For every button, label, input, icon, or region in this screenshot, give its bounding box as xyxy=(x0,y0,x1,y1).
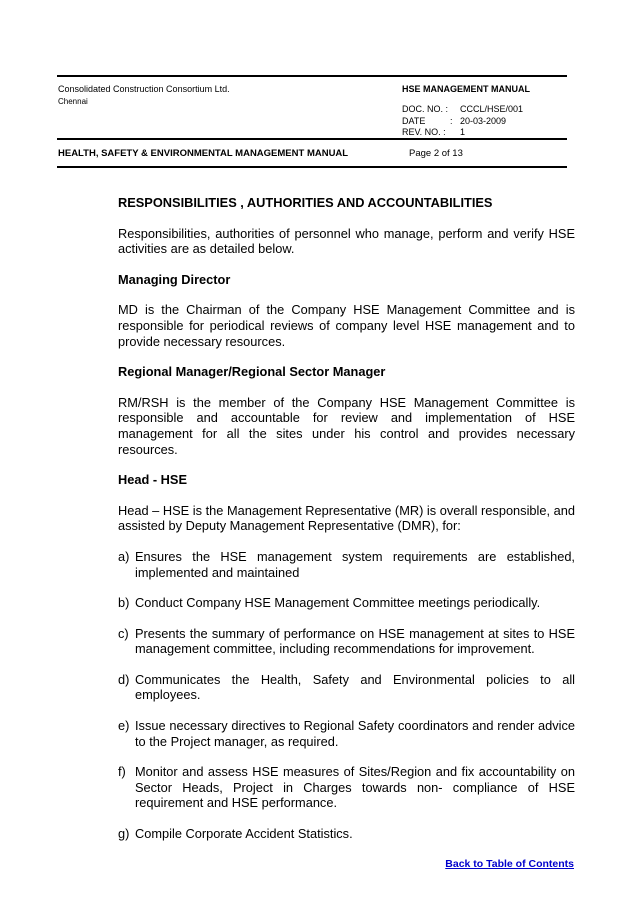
list-item-d xyxy=(118,672,575,703)
list-marker: b) xyxy=(118,595,130,611)
manual-title: HSE MANAGEMENT MANUAL xyxy=(402,84,530,94)
list-text: Issue necessary directives to Regional Safety coordinators and render advice to the Project manager, as required. xyxy=(135,718,575,749)
list-marker: d) xyxy=(118,671,130,687)
page-number: Page 2 of 13 xyxy=(409,148,463,159)
md-heading: Managing Director xyxy=(118,271,231,287)
md-paragraph: MD is the Chairman of the Company HSE Management Committee and is responsible for periodical reviews of company level HSE management and to provide necessary resources. xyxy=(118,302,575,349)
header-bottom-rule xyxy=(57,166,567,168)
list-text: Ensures the HSE management system requirements are established, implemented and maintained xyxy=(135,548,575,580)
header-top-rule xyxy=(57,75,567,77)
doc-no-value: CCCL/HSE/001 xyxy=(460,104,524,114)
company-name: Consolidated Construction Consortium Ltd. xyxy=(58,84,230,94)
hse-heading: Head - HSE xyxy=(118,472,187,488)
list-marker: f) xyxy=(118,764,126,780)
rm-heading: Regional Manager/Regional Sector Manager xyxy=(118,364,386,380)
list-item-f xyxy=(118,764,575,811)
list-marker: c) xyxy=(118,625,129,641)
hse-paragraph: Head – HSE is the Management Representative (MR) is overall responsible, and assisted by Deputy Management Representative (DMR), for: xyxy=(118,502,575,534)
list-text: Presents the summary of performance on HSE management at sites to HSE management committee, including recommendations for improvement. xyxy=(135,625,575,657)
list-text: Communicates the Health, Safety and Environmental policies to all employees. xyxy=(135,671,575,703)
rev-no-value: 1 xyxy=(460,127,466,137)
header-middle-rule xyxy=(57,138,567,140)
list-marker: g) xyxy=(118,826,130,842)
intro-paragraph: Responsibilities, authorities of personnel who manage, perform and verify HSE activities are as detailed below. xyxy=(118,225,575,257)
list-item-c xyxy=(118,626,575,657)
list-text: Conduct Company HSE Management Committee meetings periodically. xyxy=(135,595,541,611)
document-body xyxy=(118,195,575,842)
list-item-g xyxy=(118,826,575,842)
list-marker: e) xyxy=(118,718,130,734)
rev-no-label: REV. NO. : xyxy=(402,127,446,137)
doc-no-label: DOC. NO. : xyxy=(402,104,449,114)
rm-paragraph: RM/RSH is the member of the Company HSE Management Committee is responsible and accountable for review and implementation of HSE management for all the sites under his control and provides necessary resources. xyxy=(118,394,575,457)
section-title: HEALTH, SAFETY & ENVIRONMENTAL MANAGEMENT MANUAL xyxy=(58,148,349,159)
document-title: RESPONSIBILITIES , AUTHORITIES AND ACCOUNTABILITIES xyxy=(118,195,493,210)
date-label: DATE xyxy=(402,116,426,126)
list-marker: a) xyxy=(118,548,130,564)
list-item-a xyxy=(118,549,575,580)
back-to-toc-link[interactable]: Back to Table of Contents xyxy=(445,858,574,870)
list-item-b xyxy=(118,595,575,611)
date-separator: : xyxy=(450,116,453,126)
company-city: Chennai xyxy=(58,97,88,106)
list-text: Compile Corporate Accident Statistics. xyxy=(135,826,353,842)
list-text: Monitor and assess HSE measures of Sites/Region and fix accountability on Sector Heads, Project in Charges towards non- compliance of HSE requirement and HSE performance. xyxy=(135,764,575,811)
list-item-e xyxy=(118,718,575,749)
date-value: 20-03-2009 xyxy=(460,116,507,126)
